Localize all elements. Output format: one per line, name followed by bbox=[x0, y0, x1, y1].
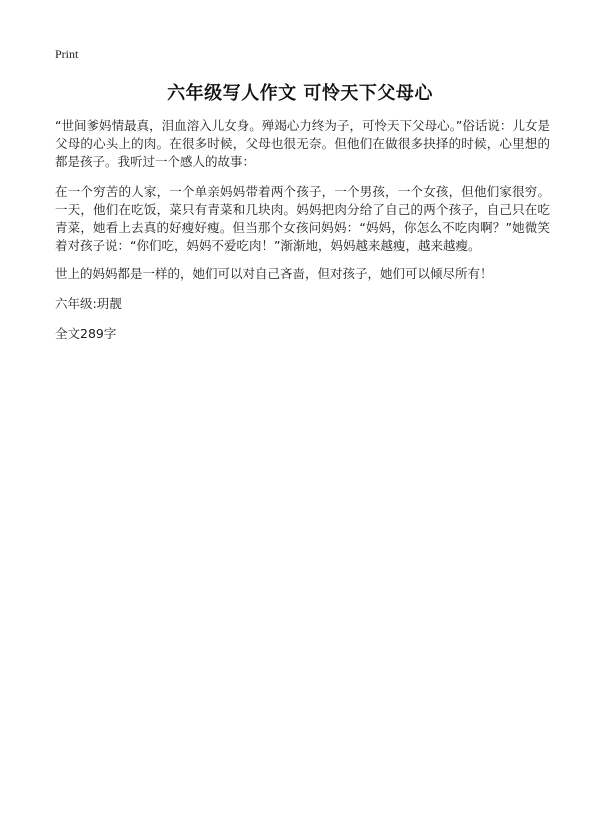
paragraph-story: 在一个穷苦的人家，一个单亲妈妈带着两个孩子，一个男孩，一个女孩，但他们家很穷。一天，他们在吃饭，菜只有青菜和几块肉。妈妈把肉分给了自己的两个孩子，自己只在吃青菜，她看上去真的好瘦好瘦。但当那个女孩问妈妈：“妈妈，你怎么不吃肉啊？”她微笑着对孩子说：“你们吃，妈妈不爱吃肉！”渐渐地，妈妈越来越瘦，越来越瘦。 bbox=[55, 184, 550, 253]
word-count: 全文289字 bbox=[55, 326, 117, 341]
article-body bbox=[55, 117, 550, 343]
author-line: 六年级:玥靓 bbox=[55, 296, 122, 311]
paragraph-intro: “世间爹妈情最真，泪血溶入儿女身。殚竭心力终为子，可怜天下父母心。”俗话说：儿女是父母的心头上的肉。在很多时候，父母也很无奈。但他们在做很多抉择的时候，心里想的都是孩子。我听过一个感人的故事： bbox=[55, 118, 550, 169]
print-link[interactable]: Print bbox=[55, 47, 79, 61]
paragraph-conclusion: 世上的妈妈都是一样的，她们可以对自己吝啬，但对孩子，她们可以倾尽所有！ bbox=[55, 266, 493, 281]
article-title: 六年级写人作文 可怜天下父母心 bbox=[167, 83, 433, 104]
